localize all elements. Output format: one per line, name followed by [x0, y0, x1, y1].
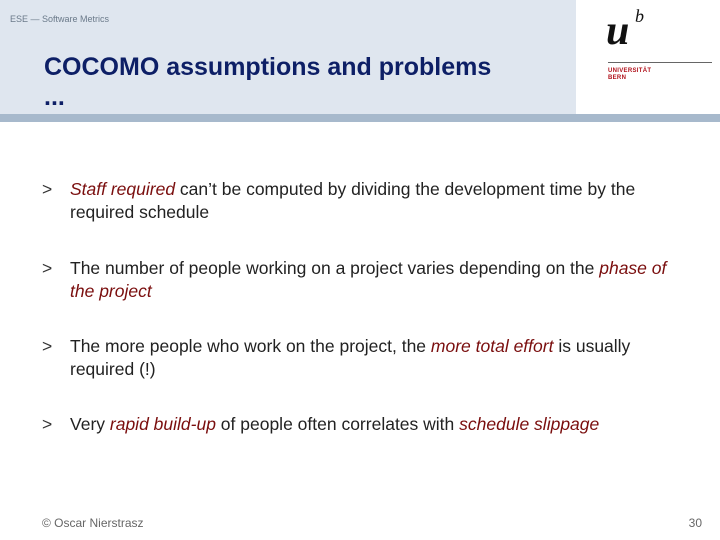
bullet-marker: >: [42, 258, 53, 278]
bullet-emphasis: Staff required: [70, 179, 176, 199]
bullet-text: [70, 178, 690, 224]
bullet-plain: is usually required (!): [70, 336, 631, 379]
bullet-marker: >: [42, 414, 53, 434]
bullet-emphasis: schedule slippage: [459, 414, 600, 434]
header-divider: [0, 114, 720, 122]
logo-line-2: BERN: [608, 75, 627, 81]
page-number: 30: [688, 516, 702, 530]
bullet-plain: The more people who work on the project, the: [70, 336, 431, 356]
bullet-emphasis: more total effort: [430, 336, 554, 356]
bullet-text: [70, 335, 690, 381]
logo-u-glyph: u: [606, 8, 630, 54]
bullet-emphasis: phase of the project: [70, 258, 667, 301]
slide-title: COCOMO assumptions and problems ...: [44, 53, 492, 111]
logo-rule: [608, 62, 712, 63]
bullet-plain: of people often correlates with: [215, 414, 460, 434]
bullet-marker: >: [42, 336, 53, 356]
bullet-plain: The number of people working on a project varies depending on the: [70, 258, 600, 278]
footer-author: © Oscar Nierstrasz: [42, 516, 144, 530]
bullet-plain: can’t be computed by dividing the development time by the required schedule: [70, 179, 636, 222]
logo-line-1: UNIVERSITÄT: [608, 68, 652, 74]
bullet-text: [70, 257, 690, 303]
logo-b-glyph: b: [635, 6, 644, 26]
bullet-text: [70, 413, 690, 436]
bullet-marker: >: [42, 179, 53, 199]
bullet-emphasis: rapid build-up: [109, 414, 216, 434]
course-label: ESE — Software Metrics: [10, 14, 110, 24]
bullet-plain: Very: [70, 414, 110, 434]
logo-wordmark: [608, 68, 651, 82]
university-logo: [600, 0, 720, 110]
